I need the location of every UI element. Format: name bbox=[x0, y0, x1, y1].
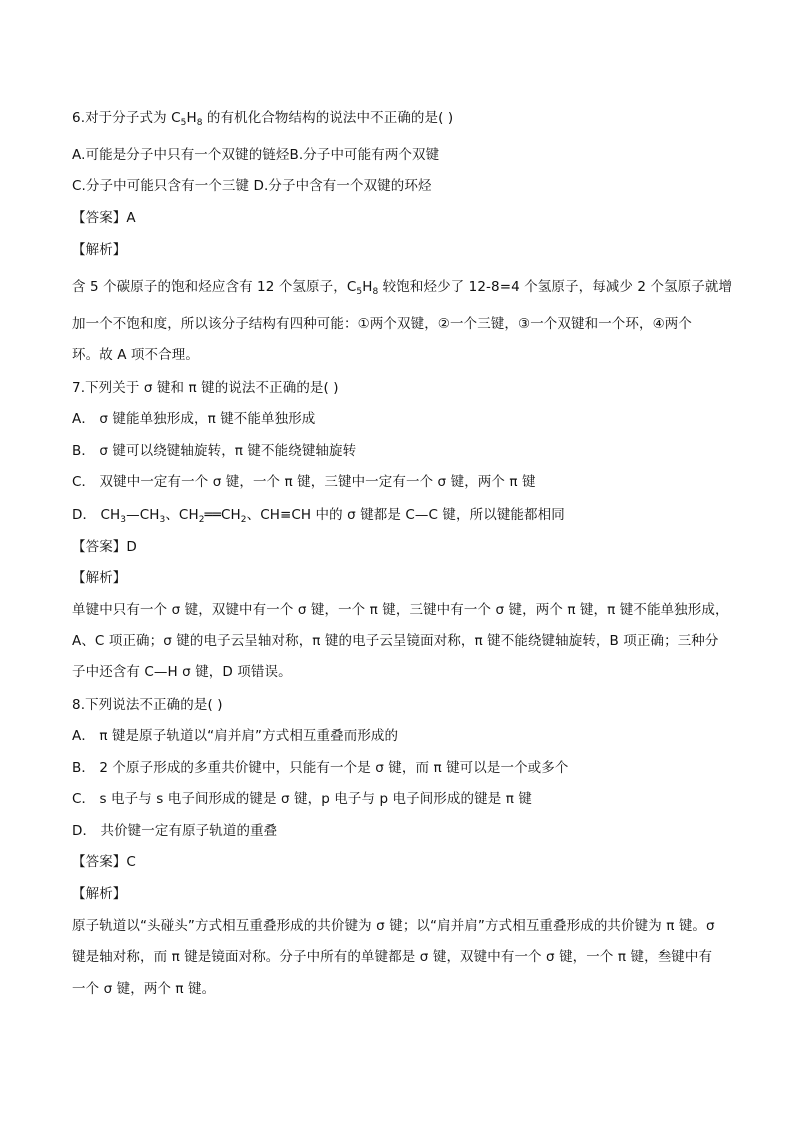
q8-option-c: C． s 电子与 s 电子间形成的键是 σ 键，p 电子与 p 电子间形成的键是 π 键 bbox=[72, 791, 532, 807]
q7-option-b: B． σ 键可以绕键轴旋转，π 键不能绕键轴旋转 bbox=[72, 443, 357, 459]
q7-stem: 7.下列关于 σ 键和 π 键的说法不正确的是( ) bbox=[72, 380, 339, 396]
q8-answer: 【答案】C bbox=[72, 854, 136, 870]
q8-analysis-line-1: 原子轨道以“头碰头”方式相互重叠形成的共价键为 σ 键；以“肩并肩”方式相互重叠形成的共价键为 π 键。σ bbox=[72, 918, 715, 934]
q8-stem: 8.下列说法不正确的是( ) bbox=[72, 697, 223, 713]
q7-option-a: A． σ 键能单独形成，π 键不能单独形成 bbox=[72, 411, 316, 427]
q6-analysis-line-3: 环。故 A 项不合理。 bbox=[72, 347, 199, 363]
q7-analysis-line-1: 单键中只有一个 σ 键，双键中有一个 σ 键，一个 π 键，三键中有一个 σ 键，两个 π 键，π 键不能单独形成， bbox=[72, 602, 729, 618]
q8-analysis-line-3: 一个 σ 键，两个 π 键。 bbox=[72, 981, 216, 997]
q6-options-ab: A.可能是分子中只有一个双键的链烃B.分子中可能有两个双键 bbox=[72, 147, 440, 163]
q7-analysis-label: 【解析】 bbox=[72, 570, 127, 586]
q6-analysis-line-1: 含 5 个碳原子的饱和烃应含有 12 个氢原子，$C_5H_8$ 较饱和烃少了 12-8=4 个氢原子，每减少 2 个氢原子就增 bbox=[72, 279, 733, 297]
q7-option-c: C． 双键中一定有一个 σ 键，一个 π 键，三键中一定有一个 σ 键，两个 π 键 bbox=[72, 474, 536, 490]
q6-analysis-label: 【解析】 bbox=[72, 242, 127, 258]
q8-analysis-label: 【解析】 bbox=[72, 886, 127, 902]
q7-analysis-line-3: 子中还含有 C—H σ 键，D 项错误。 bbox=[72, 664, 292, 680]
q6-stem: 6.对于分子式为 $C_5H_8$ 的有机化合物结构的说法中不正确的是( ) bbox=[72, 110, 454, 128]
q8-option-b: B． 2 个原子形成的多重共价键中，只能有一个是 σ 键，而 π 键可以是一个或多个 bbox=[72, 760, 569, 776]
q7-analysis-line-2: A、C 项正确；σ 键的电子云呈轴对称，π 键的电子云呈镜面对称，π 键不能绕键轴旋转，B 项正确；三种分 bbox=[72, 633, 719, 649]
q8-analysis-line-2: 键是轴对称，而 π 键是镜面对称。分子中所有的单键都是 σ 键，双键中有一个 σ 键，一个 π 键，叁键中有 bbox=[72, 949, 713, 965]
q7-option-d: D． $CH_3—CH_3$、$CH_2══CH_2$、CH≡CH 中的 σ 键都是 C—C 键，所以键能都相同 bbox=[72, 507, 565, 525]
q6-answer: 【答案】A bbox=[72, 210, 136, 226]
q6-analysis-line-2: 加一个不饱和度，所以该分子结构有四种可能：①两个双键，②一个三键，③一个双键和一个环，④两个 bbox=[72, 316, 693, 332]
q8-option-a: A． π 键是原子轨道以“肩并肩”方式相互重叠而形成的 bbox=[72, 728, 399, 744]
q6-options-cd: C.分子中可能只含有一个三键 D.分子中含有一个双键的环烃 bbox=[72, 178, 432, 194]
q8-option-d: D． 共价键一定有原子轨道的重叠 bbox=[72, 823, 278, 839]
q7-answer: 【答案】D bbox=[72, 539, 137, 555]
